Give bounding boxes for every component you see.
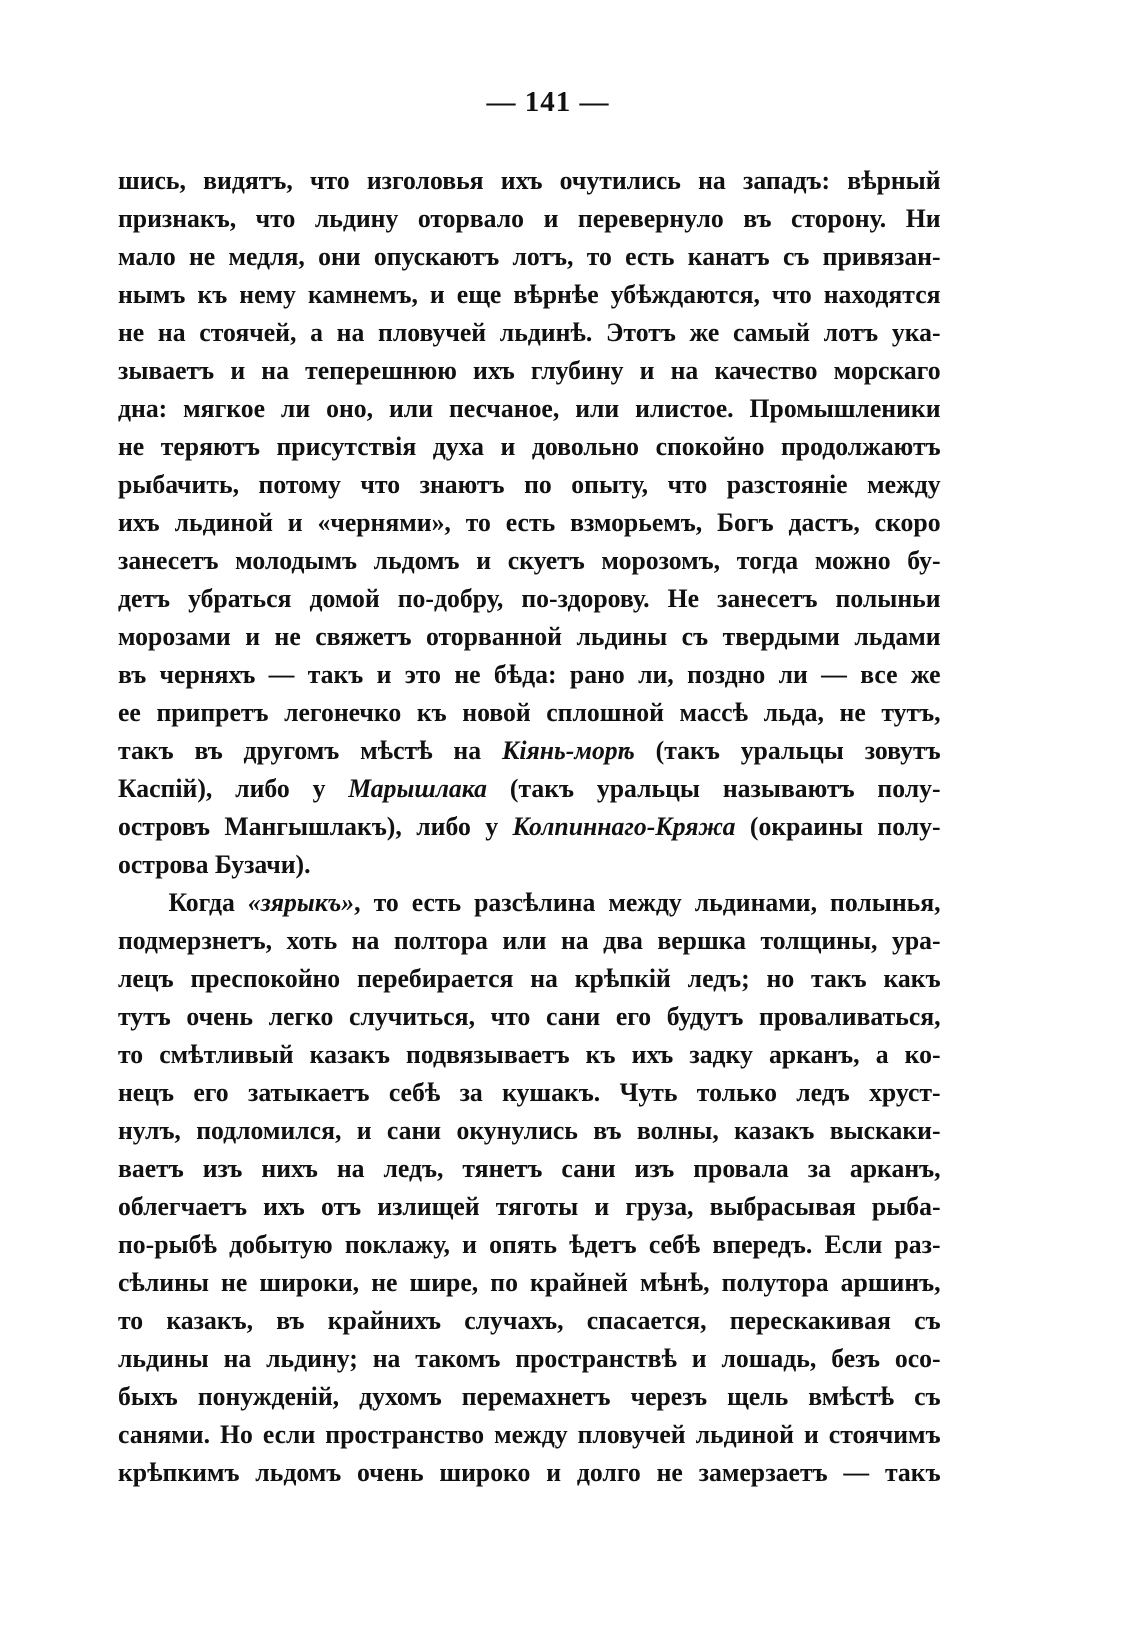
text-segment: занесетъ молодымъ льдомъ и скуетъ морозомъ, тогда можно бу-	[118, 545, 941, 575]
text-segment: тутъ очень легко случиться, что сани его будутъ проваливаться,	[118, 1001, 941, 1031]
text-segment: лецъ преспокойно перебирается на крѣпкій ледъ; но такъ какъ	[118, 963, 941, 993]
text-segment: острова Бузачи).	[118, 849, 311, 879]
text-line	[118, 427, 941, 465]
text-segment: мало не медля, они опускаютъ лотъ, то есть канатъ съ привязан-	[118, 241, 941, 271]
text-segment: не теряютъ присутствія духа и довольно спокойно продолжаютъ	[118, 431, 941, 461]
italic-place-name: «зярыкъ»	[247, 887, 355, 917]
text-line	[118, 275, 941, 313]
text-line	[118, 351, 941, 389]
text-segment: островъ Мангышлакъ), либо у	[118, 811, 513, 841]
text-segment: (такъ уральцы зовутъ	[634, 735, 941, 765]
italic-place-name: Кіянь-морѣ	[501, 735, 635, 765]
text-segment: облегчаетъ ихъ отъ излищей тяготы и груза, выбрасывая рыба-	[118, 1191, 941, 1221]
body-text	[118, 161, 966, 1491]
text-line	[118, 1301, 941, 1339]
text-line	[118, 959, 941, 997]
text-segment: дна: мягкое ли оно, или песчаное, или илистое. Промышленики	[118, 393, 941, 423]
text-line	[118, 1415, 941, 1453]
text-line	[118, 541, 941, 579]
text-line	[118, 997, 941, 1035]
page-number: — 141 —	[486, 86, 610, 118]
text-segment: Каспій), либо у	[118, 773, 349, 803]
text-line	[118, 389, 941, 427]
text-line	[118, 1149, 941, 1187]
text-line	[118, 579, 941, 617]
text-segment: нецъ его затыкаетъ себѣ за кушакъ. Чуть только ледъ хруст-	[118, 1077, 941, 1107]
text-line	[118, 313, 941, 351]
text-segment: детъ убраться домой по-добру, по-здорову. Не занесетъ полыньи	[118, 583, 941, 613]
text-segment: такъ въ другомъ мѣстѣ на	[118, 735, 502, 765]
text-line	[118, 807, 941, 845]
text-segment: ваетъ изъ нихъ на ледъ, тянетъ сани изъ провала за арканъ,	[118, 1153, 941, 1183]
text-segment: рыбачить, потому что знаютъ по опыту, что разстояніе между	[118, 469, 941, 499]
text-line	[118, 617, 941, 655]
text-segment: шись, видятъ, что изголовья ихъ очутились на западъ: вѣрный	[118, 165, 941, 195]
text-line	[118, 237, 941, 275]
text-line	[118, 465, 941, 503]
italic-place-name: Марышлака	[348, 773, 488, 803]
text-segment: признакъ, что льдину оторвало и перевернуло въ сторону. Ни	[118, 203, 941, 233]
text-segment: ихъ льдиной и «чернями», то есть взморьемъ, Богъ дастъ, скоро	[118, 507, 941, 537]
text-line	[118, 1263, 941, 1301]
text-segment: зываетъ и на теперешнюю ихъ глубину и на качество морскаго	[118, 355, 941, 385]
text-segment: нымъ къ нему камнемъ, и еще вѣрнѣе убѣждаются, что находятся	[118, 279, 941, 309]
text-line	[118, 845, 941, 883]
text-segment: крѣпкимъ льдомъ очень широко и долго не замерзаетъ — такъ	[118, 1457, 941, 1487]
text-segment: по-рыбѣ добытую поклажу, и опять ѣдетъ себѣ впередъ. Если раз-	[118, 1229, 941, 1259]
text-segment: (такъ уральцы называютъ полу-	[487, 773, 941, 803]
text-segment: льдины на льдину; на такомъ пространствѣ и лошадь, безъ осо-	[118, 1343, 941, 1373]
text-line	[118, 921, 941, 959]
text-segment: , то есть разсѣлина между льдинами, полынья,	[354, 887, 941, 917]
text-segment: морозами и не свяжетъ оторванной льдины съ твердыми льдами	[118, 621, 941, 651]
text-segment: быхъ понужденій, духомъ перемахнетъ черезъ щель вмѣстѣ съ	[118, 1381, 941, 1411]
text-segment: (окраины полу-	[735, 811, 941, 841]
text-segment: ее припретъ легонечко къ новой сплошной массѣ льда, не тутъ,	[118, 697, 941, 727]
text-line	[118, 161, 941, 199]
text-line	[118, 1225, 941, 1263]
text-segment: санями. Но если пространство между пловучей льдиной и стоячимъ	[118, 1419, 941, 1449]
text-line	[118, 1339, 941, 1377]
text-segment: подмерзнетъ, хоть на полтора или на два вершка толщины, ура-	[118, 925, 941, 955]
text-line	[118, 1035, 941, 1073]
text-line	[118, 769, 941, 807]
text-line	[118, 731, 941, 769]
text-line	[118, 655, 941, 693]
text-segment: нулъ, подломился, и сани окунулись въ волны, казакъ выскаки-	[118, 1115, 941, 1145]
text-line	[118, 1377, 941, 1415]
text-segment: не на стоячей, а на пловучей льдинѣ. Этотъ же самый лотъ ука-	[118, 317, 941, 347]
text-line	[118, 883, 941, 921]
text-segment: Когда	[168, 887, 248, 917]
text-segment: сѣлины не широки, не шире, по крайней мѣнѣ, полутора аршинъ,	[118, 1267, 941, 1297]
text-segment: въ черняхъ — такъ и это не бѣда: рано ли, поздно ли — все же	[118, 659, 941, 689]
text-line	[118, 1187, 941, 1225]
text-line	[118, 503, 941, 541]
text-line	[118, 199, 941, 237]
italic-place-name: Колпиннаго-Кряжа	[512, 811, 736, 841]
text-line	[118, 1453, 941, 1491]
text-segment: то казакъ, въ крайнихъ случахъ, спасается, перескакивая съ	[118, 1305, 941, 1335]
text-line	[118, 1073, 941, 1111]
text-line	[118, 1111, 941, 1149]
text-line	[118, 693, 941, 731]
text-segment: то смѣтливый казакъ подвязываетъ къ ихъ задку арканъ, а ко-	[118, 1039, 941, 1069]
